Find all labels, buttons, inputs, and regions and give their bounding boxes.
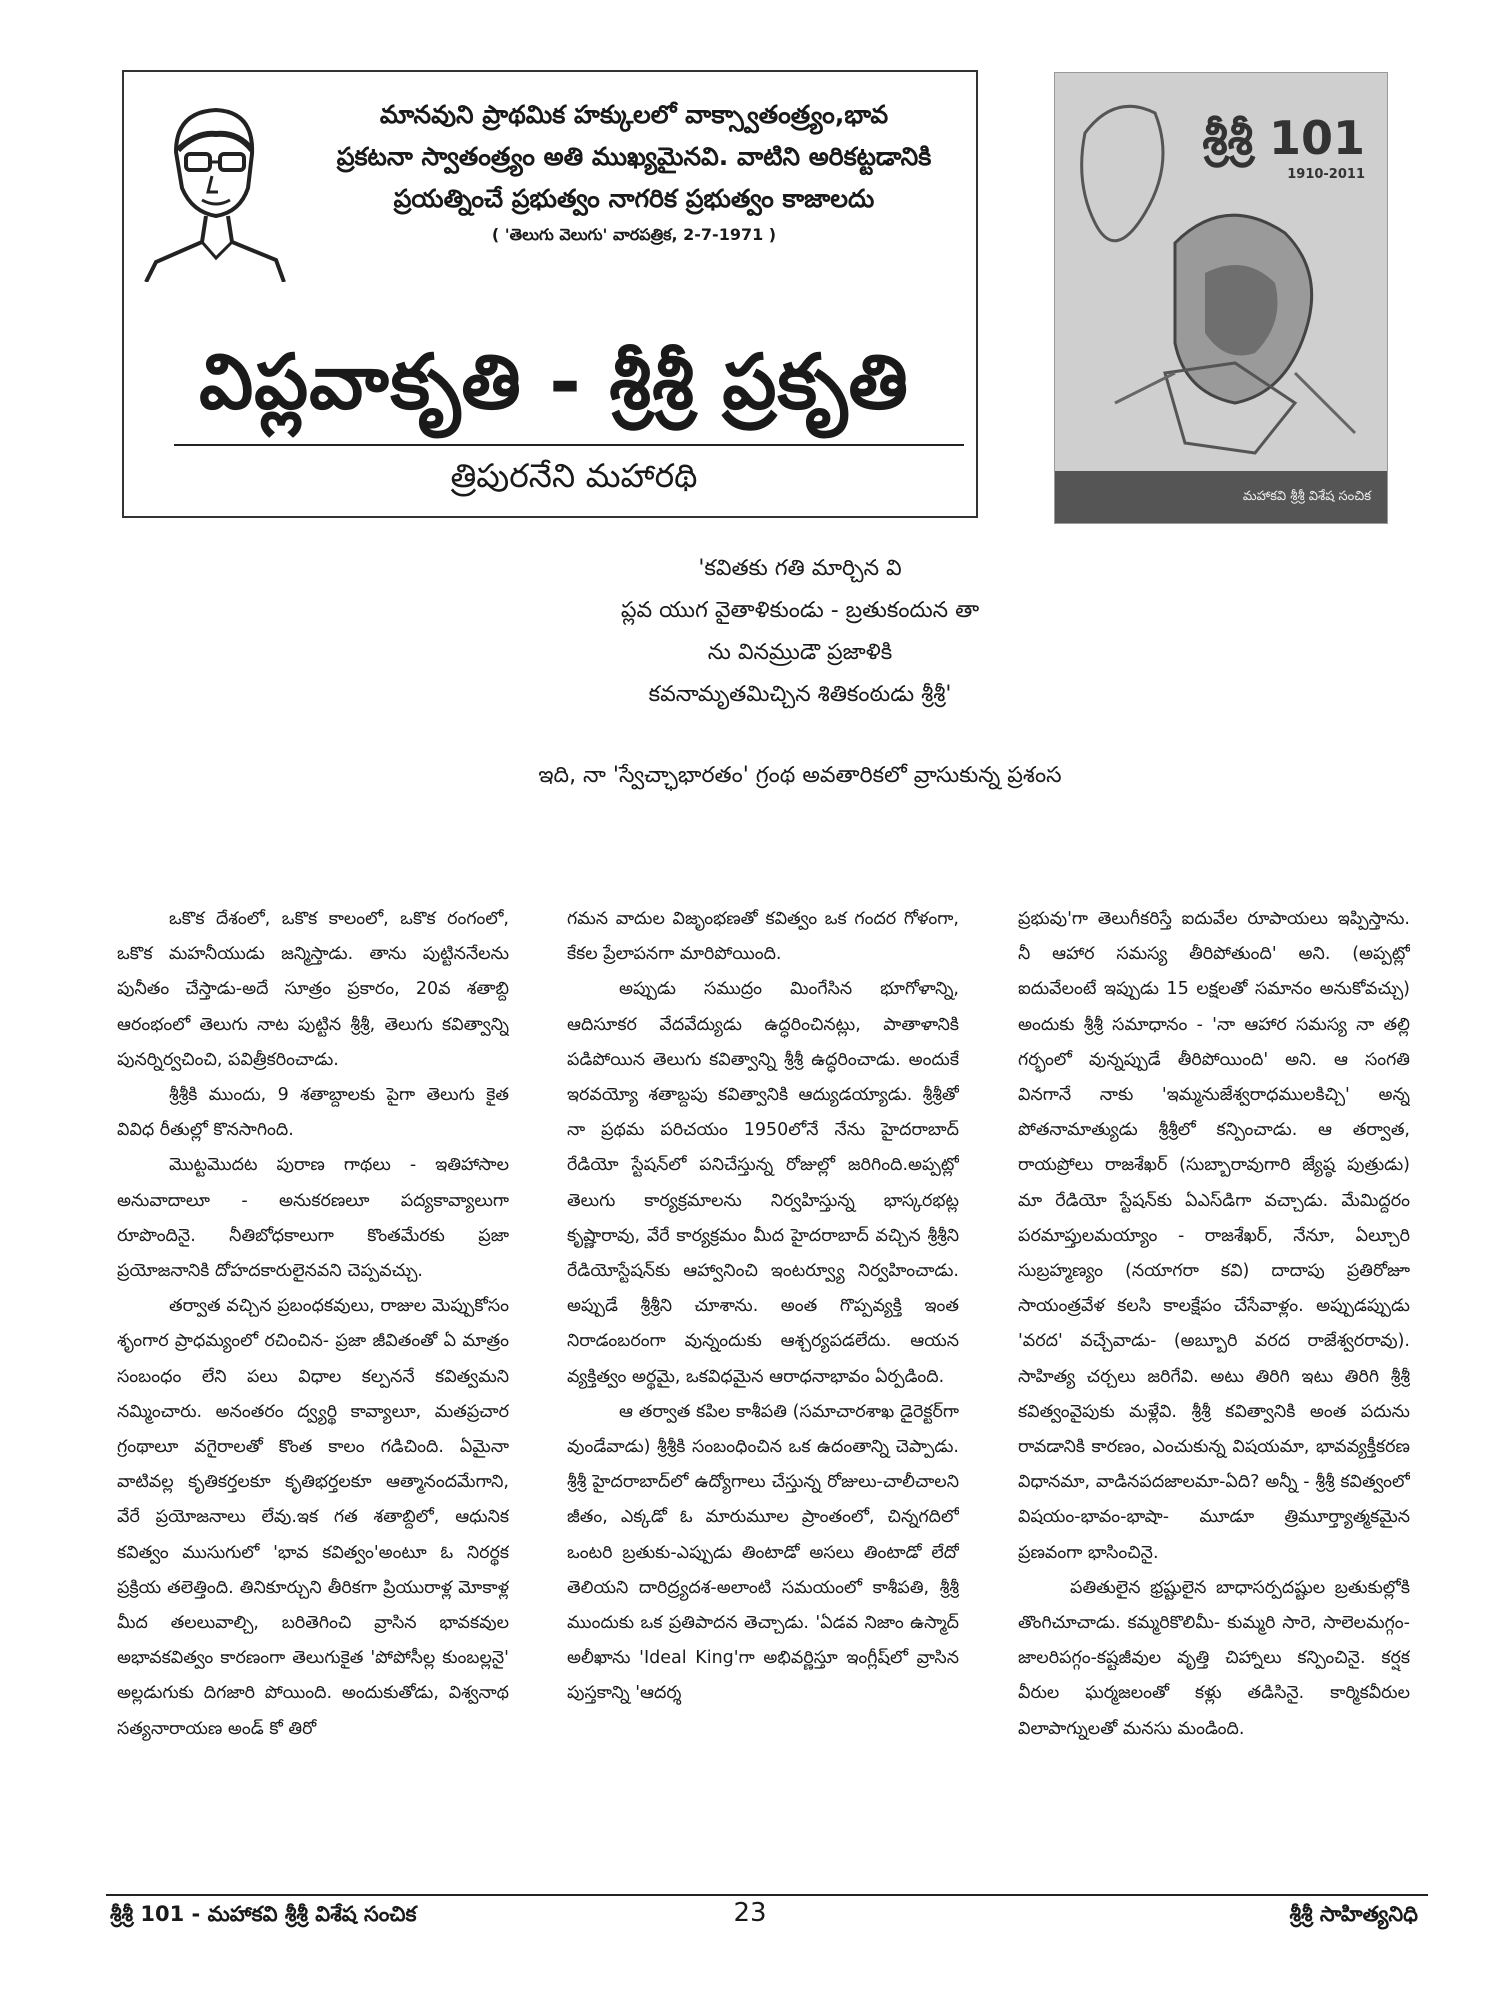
portrait-sketch — [136, 92, 286, 282]
page-number: 23 — [733, 1898, 767, 1928]
text-column-1 — [117, 902, 509, 1902]
paragraph: మొట్టమొదట పురాణ గాథలు - ఇతిహాసాల అనువాదాలూ - అనుకరణలూ పద్యకావ్యాలుగా రూపొందినై. నీతిబోధకాలుగా కొంతమేరకు ప్రజా ప్రయోజనానికి దోహదకారులైనవని చెప్పవచ్చు. — [117, 1155, 509, 1282]
footer-section: శ్రీశ్రీ సాహిత్యనిధి — [1289, 1902, 1418, 1926]
paragraph: ఆ తర్వాత కపిల కాశీపతి (సమాచారశాఖ డైరెక్టర్‌గా వుండేవాడు) శ్రీశ్రీకి సంబంధించిన ఒక ఉదంతాన్ని చెప్పాడు. శ్రీశ్రీ హైదరాబాద్‌లో ఉద్యోగాలు చేస్తున్న రోజులు-చాలీచాలని జీతం, ఎక్కడో ఓ మారుమూల ప్రాంతంలో, చిన్నగదిలో ఒంటరి బ్రతుకు-ఎప్పుడు తింటాడో అసలు తింటాడో లేదో తెలియని దారిద్ర్యదశ-అలాంటి సమయంలో కాశీపతి, శ్రీశ్రీ ముందుకు ఒక ప్రతిపాదన తెచ్చాడు. 'ఏడవ నిజాం ఉస్మాద్ అలీఖాను 'Ideal King'గా అభివర్ణిస్తూ ఇంగ్లీష్‌లో వ్రాసిన పుస్తకాన్ని 'ఆదర్శ — [567, 1401, 959, 1704]
cover-logo: శ్రీశ్రీ 101 — [1202, 111, 1365, 165]
quote-line: మానవుని ప్రాథమిక హక్కులలో వాక్స్వాతంత్ర్యం,భావ — [379, 100, 889, 129]
header-box — [122, 70, 978, 518]
paragraph: గమన వాదుల విజృంభణతో కవిత్వం ఒక గందర గోళంగా, కేకల ప్రేలాపనగా మారిపోయింది. — [567, 909, 959, 965]
footer-divider — [106, 1894, 1428, 1896]
poem-line: కవనామృతమిచ్చిన శితికంఠుడు శ్రీశ్రీ' — [648, 682, 952, 707]
poem-line: ప్లవ యుగ వైతాళికుండు - బ్రతుకందున తా — [620, 598, 980, 623]
poem-line: ను వినమ్రుడౌ ప్రజాళికి — [707, 640, 893, 665]
text-column-2 — [567, 902, 959, 1902]
paragraph: ఒకొక దేశంలో, ఒకొక కాలంలో, ఒకొక రంగంలో, ఒకొక మహనీయుడు జన్మిస్తాడు. తాను పుట్టిననేలను పునీతం చేస్తాడు-అదే సూత్రం ప్రకారం, 20వ శతాబ్ది ఆరంభంలో తెలుగు నాట పుట్టిన శ్రీశ్రీ, తెలుగు కవిత్వాన్ని పునర్నిర్వచించి, పవిత్రీకరించాడు. — [117, 909, 509, 1070]
poem-intro: ఇది, నా 'స్వేచ్ఛాభారతం' గ్రంథ అవతారికలో వ్రాసుకున్న ప్రశంస — [538, 763, 1062, 788]
poem-line: 'కవితకు గతి మార్చిన వి — [698, 556, 902, 581]
paragraph: శ్రీశ్రీకి ముందు, 9 శతాబ్దాలకు పైగా తెలుగు కైత వివిధ రీతుల్లో కొనసాగింది. — [117, 1085, 509, 1141]
magazine-cover-image — [1054, 72, 1388, 524]
poem-quote — [300, 548, 1300, 716]
quote-line: ప్రయత్నించే ప్రభుత్వం నాగరిక ప్రభుత్వం కాజాలదు — [393, 184, 875, 213]
paragraph: పతితులైన భ్రష్టులైన బాధాసర్పదష్టుల బ్రతుకుల్లోకి తొంగిచూచాడు. కమ్మరికొలిమీ- కుమ్మరి సారె, సాలెలమగ్గం-జాలరిపగ్గం-కష్టజీవుల వృత్తి చిహ్నాలు కన్పించినై. కర్షక వీరుల ఘర్మజలంతో కళ్లు తడిసినై. కార్మికవీరుల విలాపాగ్నులతో మనసు మండింది. — [1018, 1577, 1410, 1739]
title-divider — [174, 444, 964, 446]
paragraph: తర్వాత వచ్చిన ప్రబంధకవులు, రాజుల మెప్పుకోసం శృంగార ప్రాధమ్యంలో రచించిన- ప్రజా జీవితంతో ఏ మాత్రం సంబంధం లేని పలు విధాల కల్పననే కవిత్వమని నమ్మించారు. అనంతరం ద్వ్యర్థి కావ్యాలూ, మతప్రచార గ్రంథాలూ వగైరాలతో కొంత కాలం గడిచింది. ఏమైనా వాటివల్ల కృతికర్తలకూ కృతిభర్తలకూ ఆత్మానందమేగాని, వేరే ప్రయోజనాలు లేవు.ఇక గత శతాబ్దిలో, ఆధునిక కవిత్వం ముసుగులో 'భావ కవిత్వం'అంటూ ఓ నిరర్థక ప్రక్రియ తలెత్తింది. తినికూర్చుని తీరికగా ప్రియురాళ్ల మోకాళ్ల మీద తలలువాల్చి, బరితెగించి వ్రాసిన భావకవుల అభావకవిత్వం కారణంగా తెలుగుకైత 'పోపోసీల్ల కుంబల్లనై' అల్లడుగుకు దిగజారి పోయింది. అందుకుతోడు, విశ్వనాథ సత్యనారాయణ అండ్ కో తిరో — [117, 1296, 509, 1739]
portrait-icon — [136, 92, 286, 282]
article-title: విప్లవాకృతి - శ్రీశ్రీ ప్రకృతి — [199, 337, 909, 426]
quote-line: ప్రకటనా స్వాతంత్ర్యం అతి ముఖ్యమైనవి. వాటిని అరికట్టడానికి — [336, 142, 932, 171]
footer-publication: శ్రీశ్రీ 101 - మహాకవి శ్రీశ్రీ విశేష సంచిక — [110, 1902, 417, 1926]
quote-source: ( 'తెలుగు వెలుగు' వారపత్రిక, 2-7-1971 ) — [491, 225, 777, 244]
cover-bottom-strip: మహాకవి శ్రీశ్రీ విశేష సంచిక — [1055, 471, 1387, 523]
article-author: త్రిపురనేని మహారథి — [450, 456, 698, 495]
cover-years: 1910-2011 — [1287, 167, 1365, 182]
text-column-3 — [1018, 902, 1410, 1902]
paragraph: అప్పుడు సముద్రం మింగేసిన భూగోళాన్ని, ఆదిసూకర వేదవేద్యుడు ఉద్ధరించినట్లు, పాతాళానికి పడిపోయిన తెలుగు కవిత్వాన్ని శ్రీశ్రీ ఉద్ధరించాడు. అందుకే ఇరవయ్యో శతాబ్దపు కవిత్వానికి ఆద్యుడయ్యాడు. శ్రీశ్రీతో నా ప్రథమ పరిచయం 1950లోనే నేను హైదరాబాద్ రేడియో స్టేషన్‌లో పనిచేస్తున్న రోజుల్లో జరిగింది.అప్పట్లో తెలుగు కార్యక్రమాలను నిర్వహిస్తున్న భాస్కరభట్ల కృష్ణారావు, వేరే కార్యక్రమం మీద హైదరాబాద్ వచ్చిన శ్రీశ్రీని రేడియోస్టేషన్‌కు ఆహ్వానించి ఇంటర్వ్యూ నిర్వహించాడు. అప్పుడే శ్రీశ్రీని చూశాను. అంత గొప్పవ్యక్తి ఇంత నిరాడంబరంగా వున్నందుకు ఆశ్చర్యపడలేదు. ఆయన వ్యక్తిత్వం అర్థమై, ఒకవిధమైన ఆరాధనాభావం ఏర్పడింది. — [567, 979, 959, 1387]
header-quote — [304, 94, 964, 250]
paragraph: ప్రభువు'గా తెలుగీకరిస్తే ఐదువేల రూపాయలు ఇప్పిస్తాను. నీ ఆహార సమస్య తీరిపోతుంది' అని. (అప్పట్లో ఐదువేలంటే ఇప్పుడు 15 లక్షలతో సమానం అనుకోవచ్చు) అందుకు శ్రీశ్రీ సమాధానం - 'నా ఆహార సమస్య నా తల్లి గర్భంలో వున్నప్పుడే తీరిపోయింది' అని. ఆ సంగతి వినగానే నాకు 'ఇమ్మనుజేశ్వరాధములకిచ్చి' అన్న పోతనామాత్యుడు శ్రీశ్రీలో కన్పించాడు. ఆ తర్వాత, రాయప్రోలు రాజశేఖర్ (సుబ్బారావుగారి జ్యేష్ఠ పుత్రుడు) మా రేడియో స్టేషన్‌కు ఏఎస్‌డిగా వచ్చాడు. మేమిద్దరం పరమాప్తులమయ్యాం - రాజశేఖర్, నేనూ, ఏల్చూరి సుబ్రహ్మణ్యం (నయాగరా కవి) దాదాపు ప్రతిరోజూ సాయంత్రవేళ కలసి కాలక్షేపం చేసేవాళ్లం. అప్పుడప్పుడు 'వరద' వచ్చేవాడు- (అబ్బూరి వరద రాజేశ్వరరావు). సాహిత్య చర్చలు జరిగేవి. అటు తిరిగి ఇటు తిరిగి శ్రీశ్రీ కవిత్వంవైపుకు మళ్లేవి. శ్రీశ్రీ కవిత్వానికి అంత పదును రావడానికి కారణం, ఎంచుకున్న విషయమా, భావవ్యక్తీకరణ విధానమా, వాడినపదజాలమా-ఏది? అన్నీ - శ్రీశ్రీ కవిత్వంలో విషయం-భావం-భాషా- మూడూ త్రిమూర్త్యాత్మకమైన ప్రణవంగా భాసించినై. — [1018, 909, 1410, 1563]
